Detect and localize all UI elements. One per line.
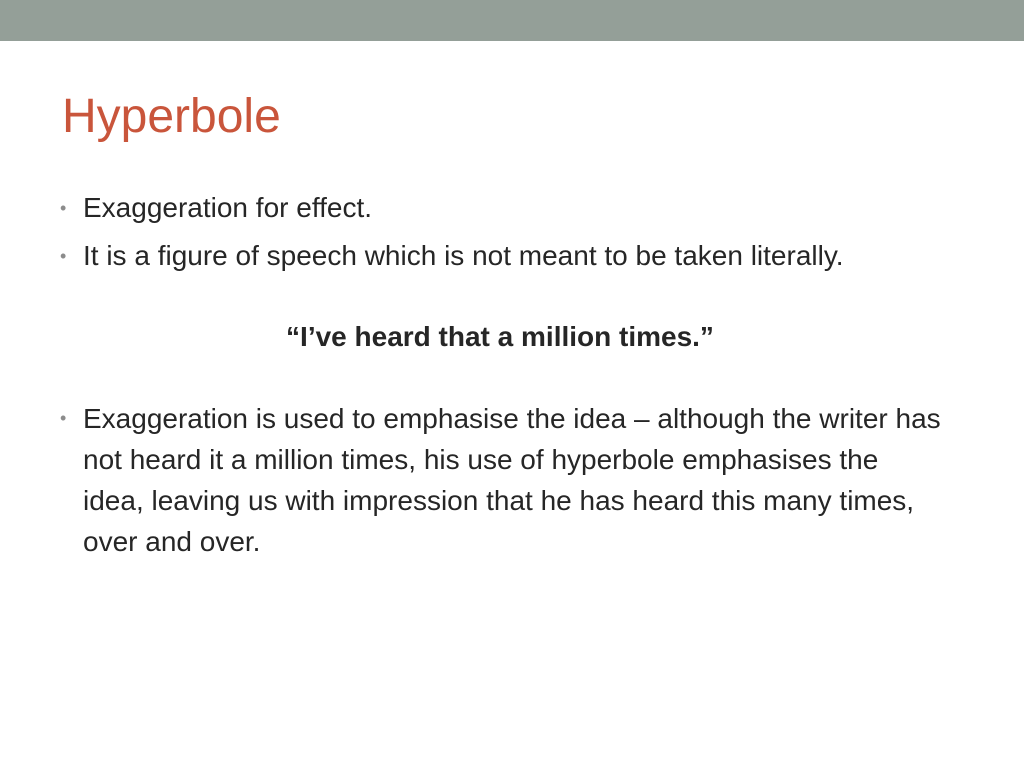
bullet-text: It is a figure of speech which is not meant to be taken literally. xyxy=(83,240,844,271)
bullet-icon: • xyxy=(60,198,67,218)
top-accent-bar xyxy=(0,0,1024,41)
bullet-item-explanation xyxy=(60,398,943,562)
slide-body xyxy=(60,188,940,562)
slide-title: Hyperbole xyxy=(62,90,281,143)
bullet-text: Exaggeration for effect. xyxy=(83,192,372,223)
bullet-item-figure-of-speech xyxy=(60,236,940,276)
example-quote: “I’ve heard that a million times.” xyxy=(286,321,714,352)
bullet-icon: • xyxy=(60,246,67,266)
bullet-icon: • xyxy=(60,408,67,428)
bullet-text: Exaggeration is used to emphasise the idea – although the writer has not heard it a million times, his use of hyperbole emphasises the idea, leaving us with impression that he has heard this many times, over and over. xyxy=(83,403,941,557)
bullet-item-definition xyxy=(60,188,940,228)
